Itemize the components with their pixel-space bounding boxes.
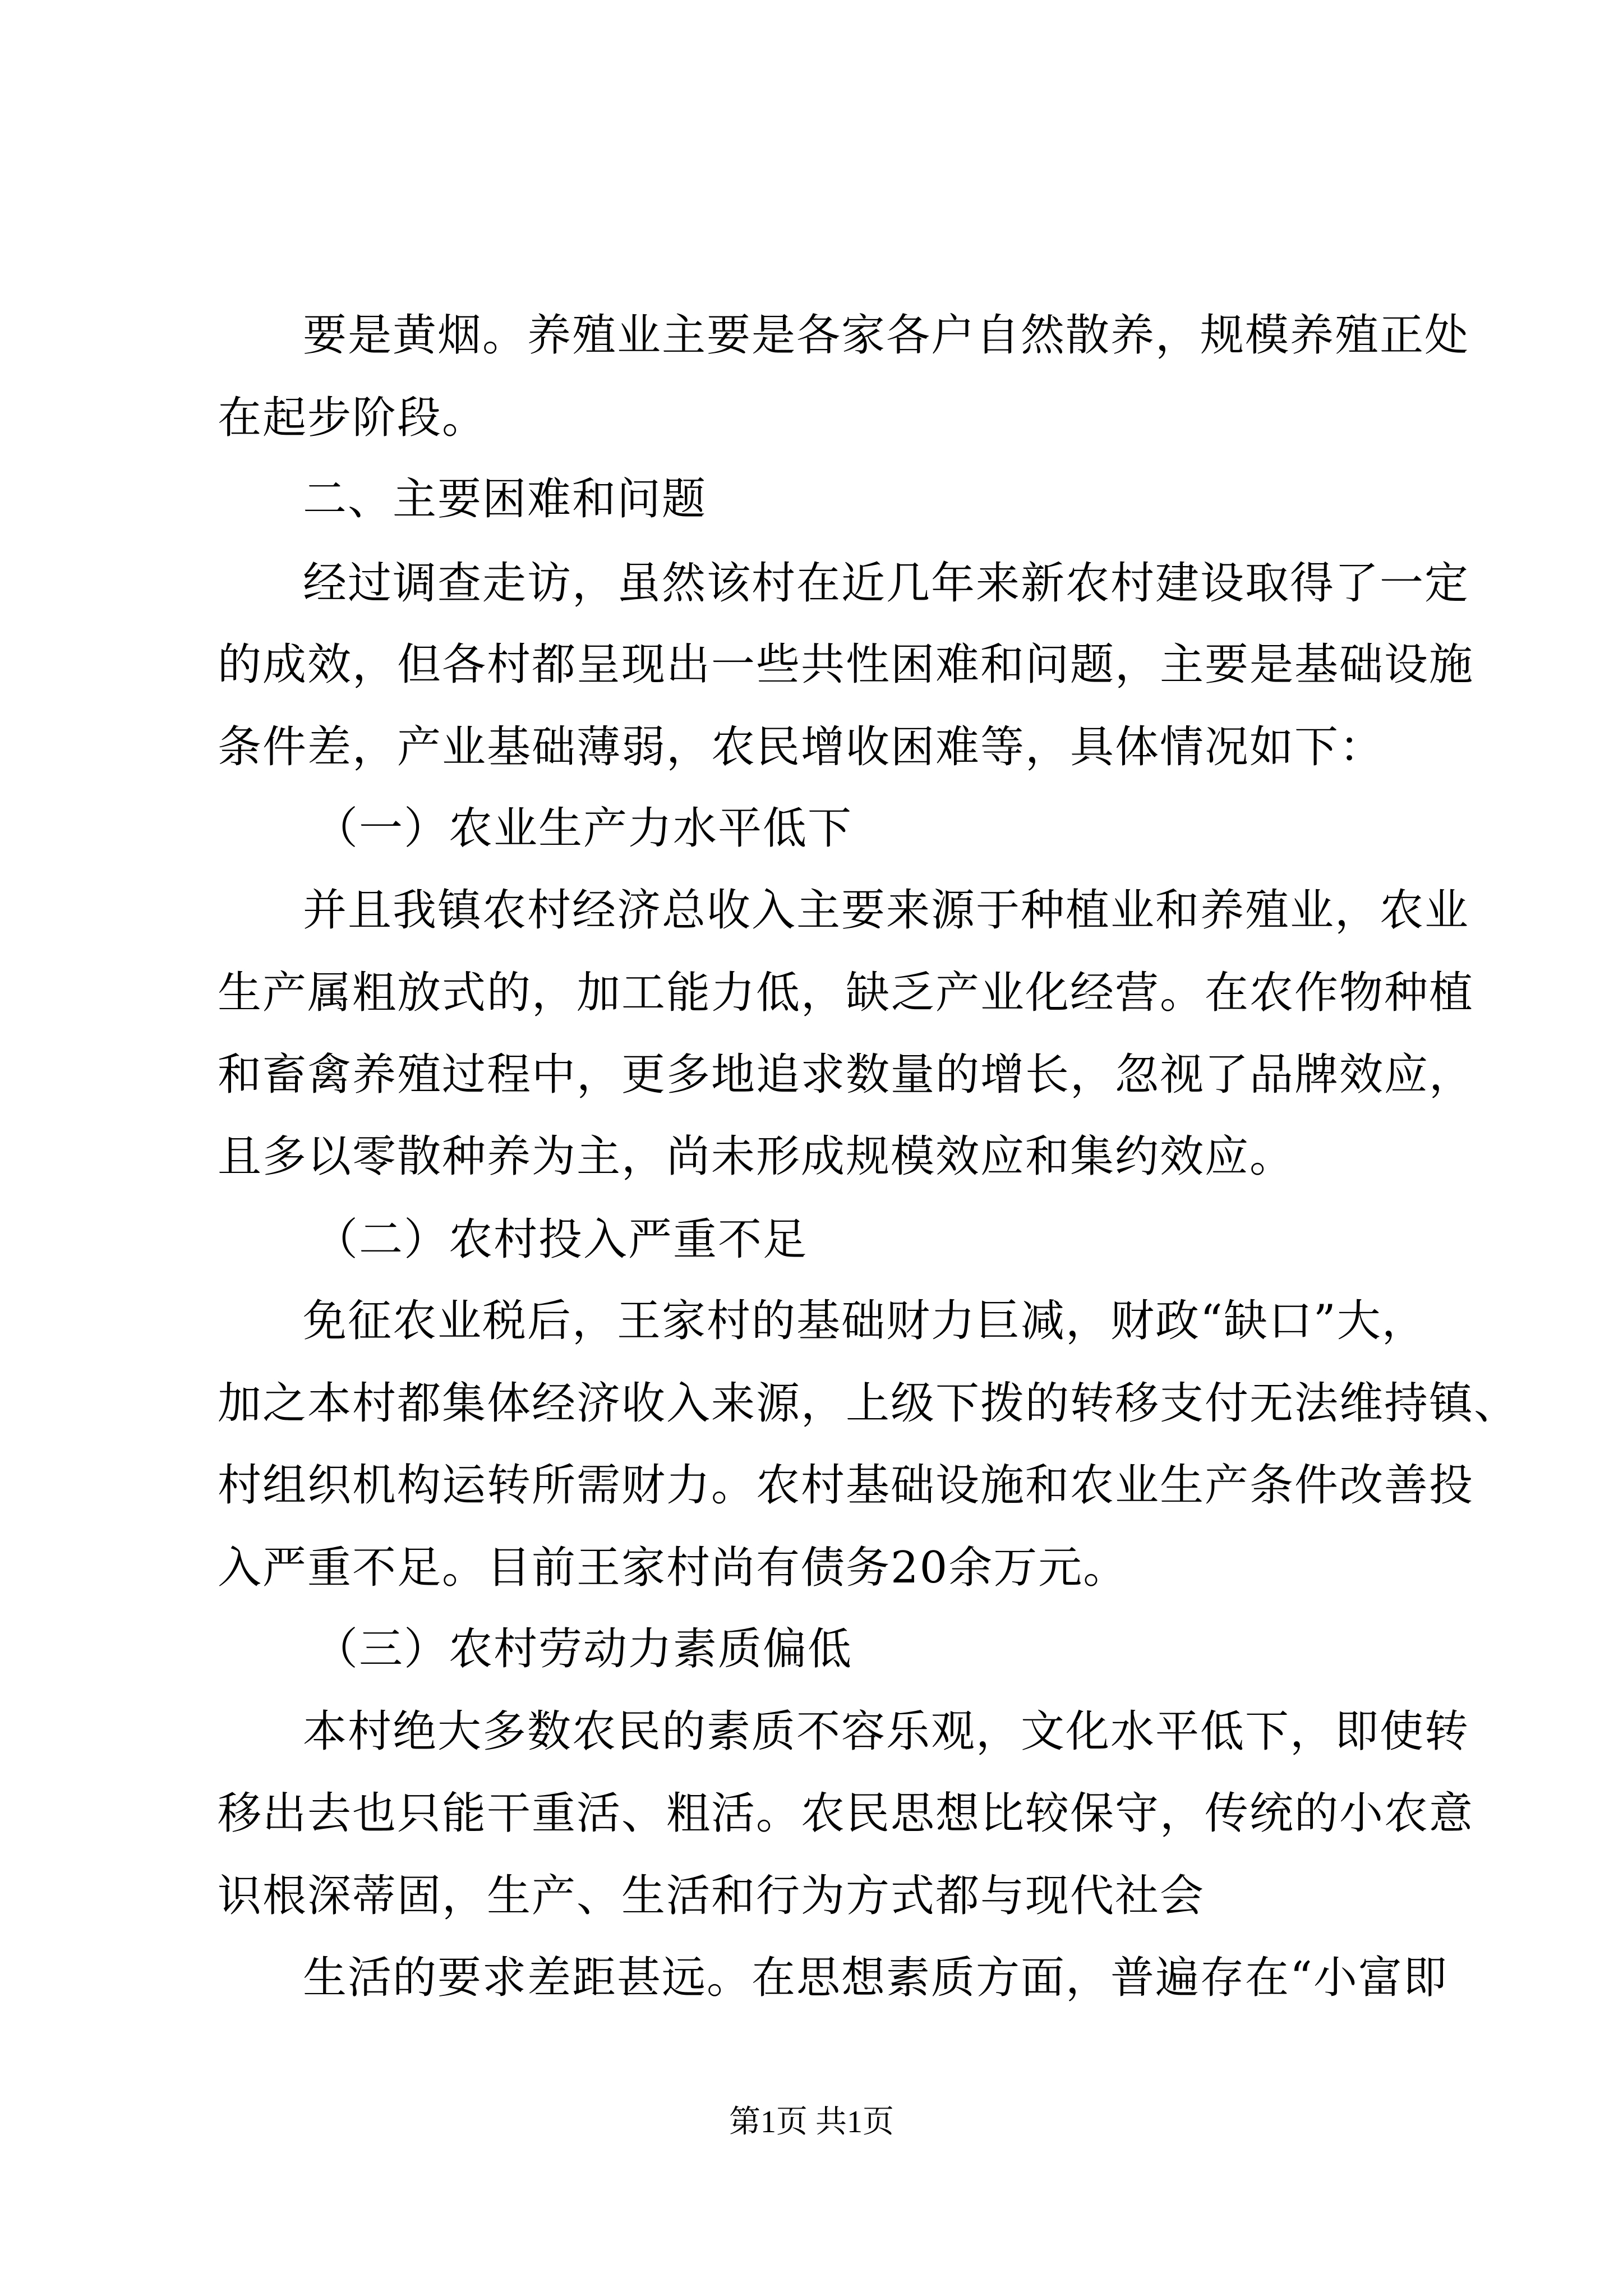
paragraph-line: 本村绝大多数农民的素质不容乐观，文化水平低下，即使转 <box>303 1706 1470 1757</box>
subsection-heading: （一）农业生产力水平低下 <box>314 803 853 854</box>
paragraph-line: 条件差，产业基础薄弱，农民增收困难等，具体情况如下： <box>218 722 1385 772</box>
subsection-heading: （二）农村投入严重不足 <box>314 1214 808 1265</box>
page-number-footer: 第1页 共1页 <box>729 2105 894 2139</box>
paragraph-line: 的成效，但各村都呈现出一些共性困难和问题，主要是基础设施 <box>218 639 1474 690</box>
section-heading: 二、主要困难和问题 <box>303 474 707 524</box>
paragraph-line: 经过调查走访，虽然该村在近几年来新农村建设取得了一定 <box>303 558 1470 609</box>
paragraph-line: 在起步阶段。 <box>218 393 487 443</box>
paragraph-line: 免征农业税后，王家村的基础财力巨减，财政“缺口”大， <box>303 1296 1427 1346</box>
paragraph-line: 加之本村都集体经济收入来源，上级下拨的转移支付无法维持镇、 <box>218 1378 1519 1429</box>
subsection-heading: （三）农村劳动力素质偏低 <box>314 1624 853 1674</box>
paragraph-line: 移出去也只能干重活、粗活。农民思想比较保守，传统的小农意 <box>218 1788 1474 1839</box>
paragraph-line: 生活的要求差距甚远。在思想素质方面，普遍存在“小富即 <box>303 1953 1448 2003</box>
paragraph-line: 生产属粗放式的，加工能力低，缺乏产业化经营。在农作物种植 <box>218 968 1474 1018</box>
paragraph-line: 入严重不足。目前王家村尚有债务20余万元。 <box>218 1543 1128 1593</box>
paragraph-line: 识根深蒂固，生产、生活和行为方式都与现代社会 <box>218 1871 1205 1921</box>
paragraph-line: 并且我镇农村经济总收入主要来源于种植业和养殖业，农业 <box>303 885 1470 936</box>
paragraph-line: 和畜禽养殖过程中，更多地追求数量的增长，忽视了品牌效应， <box>218 1050 1474 1100</box>
paragraph-line: 村组织机构运转所需财力。农村基础设施和农业生产条件改善投 <box>218 1460 1474 1511</box>
paragraph-line: 要是黄烟。养殖业主要是各家各户自然散养，规模养殖正处 <box>303 310 1470 361</box>
paragraph-line: 且多以零散种养为主，尚未形成规模效应和集约效应。 <box>218 1131 1295 1182</box>
